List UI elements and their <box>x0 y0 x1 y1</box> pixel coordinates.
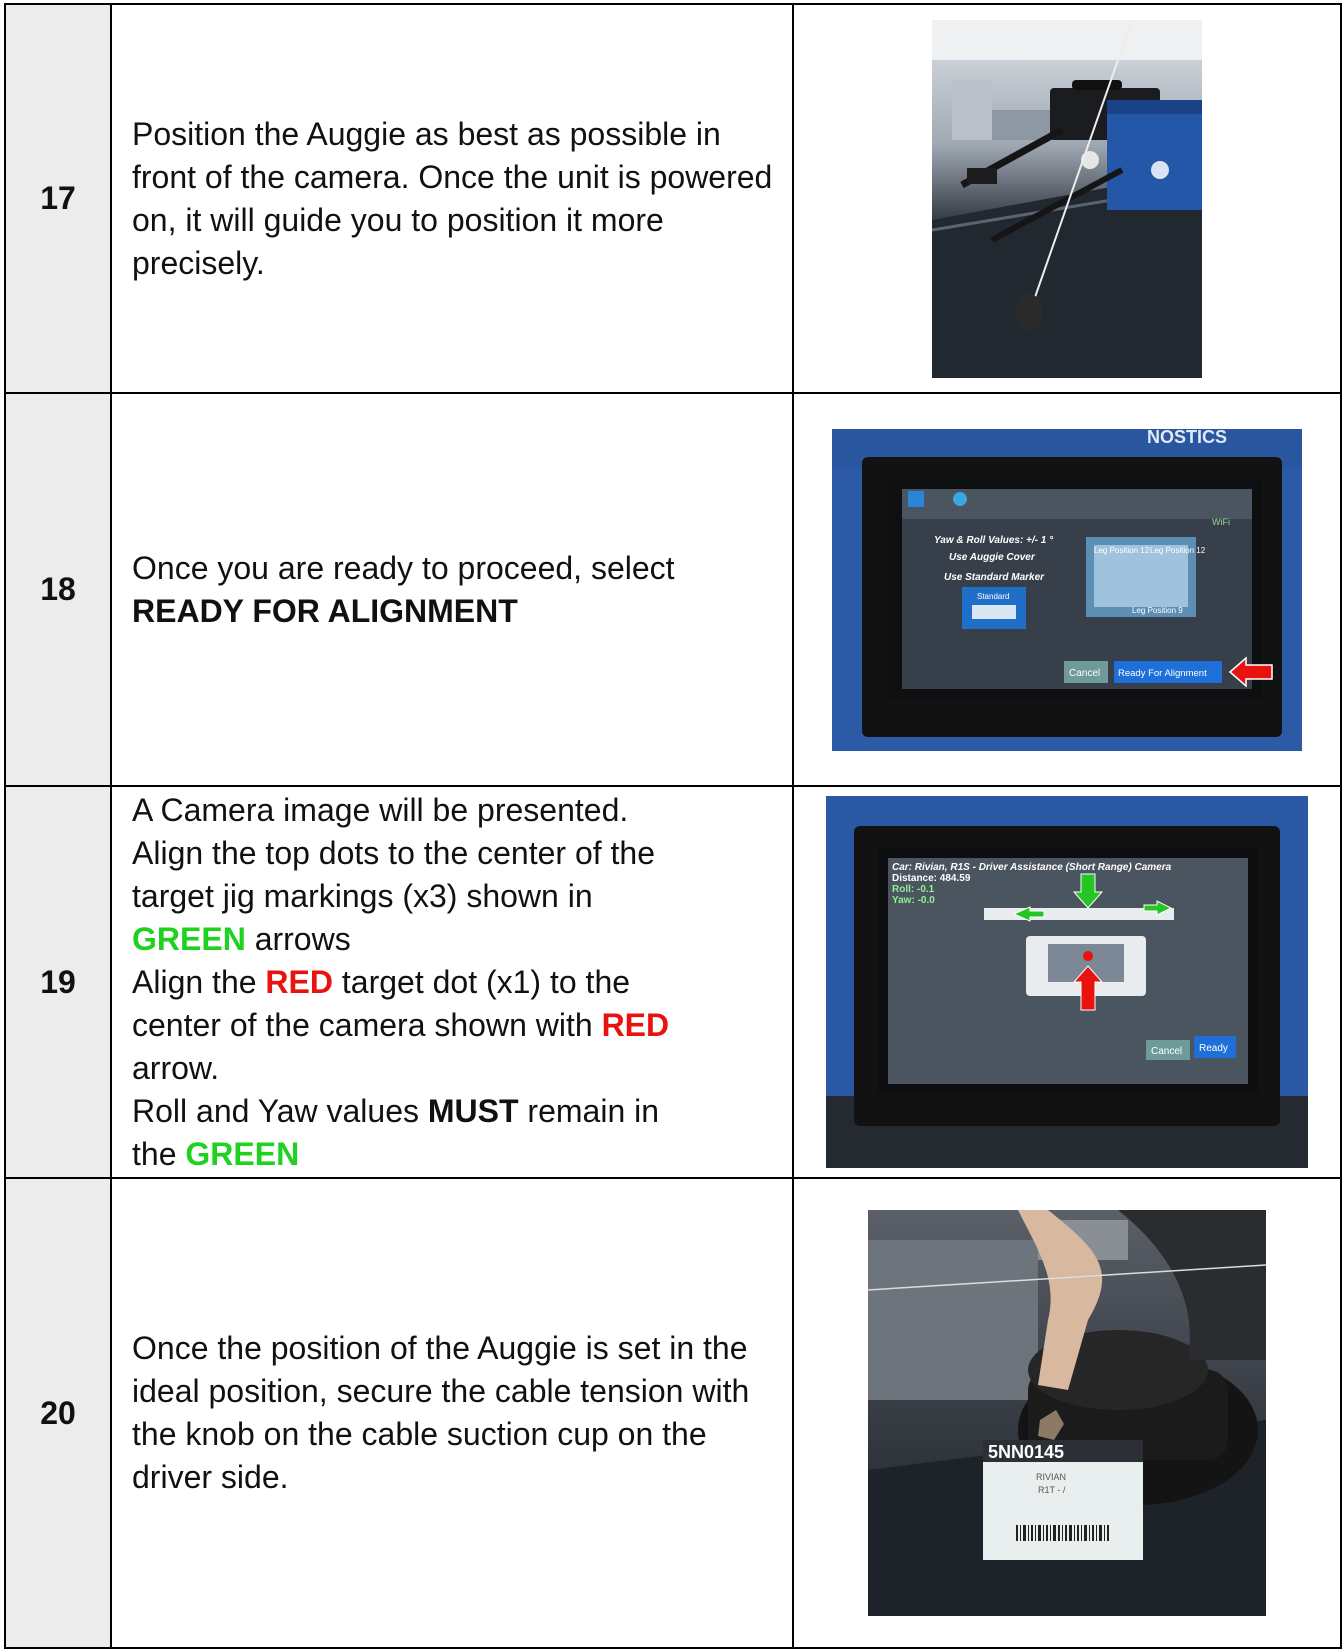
green-keyword: GREEN <box>185 1135 300 1172</box>
step-row-17 <box>5 4 1341 393</box>
step-number: 17 <box>5 4 111 393</box>
instruction-line <box>132 1133 778 1176</box>
roll-value: Roll: -0.1 <box>892 884 935 895</box>
help-icon <box>953 492 967 506</box>
instruction-fragment: remain in <box>518 1092 660 1129</box>
instruction-line <box>132 1004 778 1047</box>
use-cover-text: Use Auggie Cover <box>949 551 1035 563</box>
step-instructions <box>111 393 793 786</box>
instruction-line <box>132 1090 778 1133</box>
must-keyword: MUST <box>427 1092 519 1129</box>
cable-knob-photo <box>868 1210 1266 1616</box>
auggie-on-windshield-photo <box>932 20 1202 378</box>
instruction-line <box>132 918 778 961</box>
instruction-line: Align the top dots to the center of the <box>132 834 656 871</box>
yaw-value: Yaw: -0.0 <box>892 895 935 906</box>
instruction-line: arrow. <box>132 1049 220 1086</box>
instruction-line: target jig markings (x3) shown in <box>132 877 593 914</box>
instruction-fragment: the <box>132 1135 186 1172</box>
step-instructions <box>111 786 793 1178</box>
instruction-line <box>132 961 778 1004</box>
app-icon <box>908 491 924 507</box>
ready-for-alignment-label: READY FOR ALIGNMENT <box>132 592 518 629</box>
camera-alignment-screen-photo <box>826 796 1308 1168</box>
cancel-label: Cancel <box>1151 1046 1183 1057</box>
distance-label: Distance: 484.59 <box>892 873 971 884</box>
red-keyword: RED <box>601 1006 670 1043</box>
steps-table <box>4 3 1342 1649</box>
step-number: 19 <box>5 786 111 1178</box>
step-number: 18 <box>5 393 111 786</box>
instruction-text: Once you are ready to proceed, select <box>132 549 675 586</box>
car-label: Car: Rivian, R1S - Driver Assistance (Short Range) Camera <box>892 862 1172 873</box>
green-keyword: GREEN <box>132 920 246 957</box>
auggie-ready-screen-photo <box>832 429 1302 751</box>
instruction-fragment: target dot (x1) to the <box>332 963 631 1000</box>
leg-left-label: Leg Position 12 <box>1094 545 1150 555</box>
cancel-label: Cancel <box>1069 667 1101 679</box>
use-marker-text: Use Standard Marker <box>944 571 1045 583</box>
red-keyword: RED <box>265 963 333 1000</box>
step-number: 20 <box>5 1178 111 1648</box>
step-row-18 <box>5 393 1341 786</box>
make-text: RIVIAN <box>1036 1472 1067 1482</box>
model-text: R1T - / <box>1038 1485 1066 1495</box>
leg-bottom-label: Leg Position 9 <box>1132 605 1183 615</box>
instruction-fragment: center of the camera shown with <box>132 1006 602 1043</box>
instruction-fragment: Roll and Yaw values <box>132 1092 428 1129</box>
instruction-fragment: Align the <box>132 963 266 1000</box>
step-instructions: Once the position of the Auggie is set in the ideal position, secure the cable tension with the knob on the cable suction cup on the driver side. <box>111 1178 793 1648</box>
instruction-line: A Camera image will be presented. <box>132 791 629 828</box>
step-instructions: Position the Auggie as best as possible in front of the camera. Once the unit is powered on, it will guide you to position it more precisely. <box>111 4 793 393</box>
ready-for-alignment-button-label: Ready For Alignment <box>1118 667 1207 679</box>
brand-text: NOSTICS <box>1147 428 1228 447</box>
standard-label: Standard <box>977 591 1010 601</box>
vin-text: 5NN0145 <box>988 1442 1065 1462</box>
ready-label: Ready <box>1199 1043 1228 1054</box>
yaw-roll-text: Yaw & Roll Values: +/- 1 ° <box>934 534 1054 546</box>
leg-right-label: Leg Position 12 <box>1150 545 1206 555</box>
wifi-status: WiFi <box>1212 516 1230 527</box>
instruction-fragment: arrows <box>245 920 351 957</box>
step-row-19 <box>5 786 1341 1178</box>
step-row-20 <box>5 1178 1341 1648</box>
